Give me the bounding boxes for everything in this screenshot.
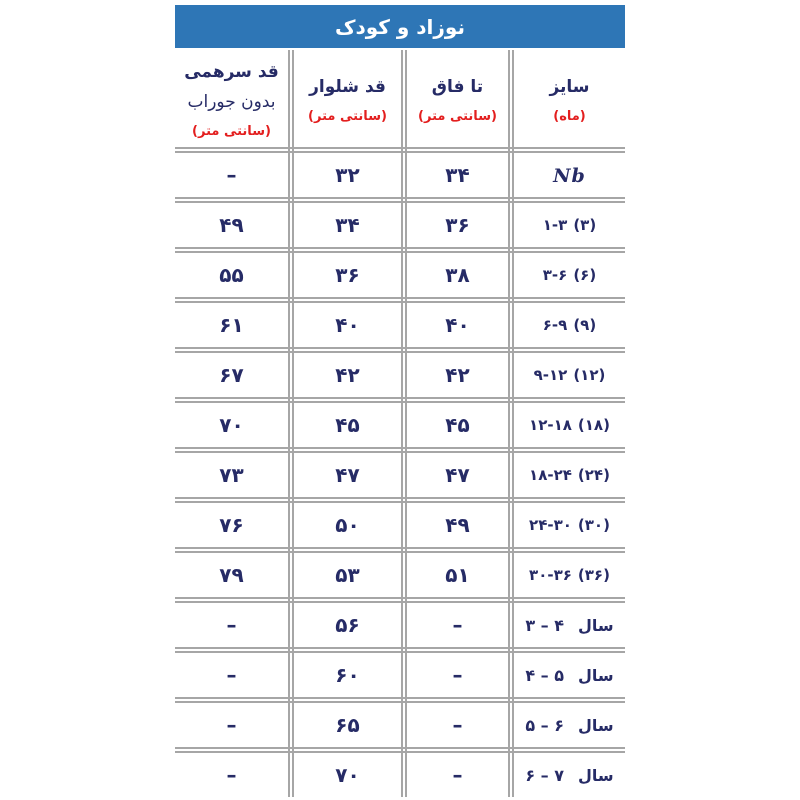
cell-jumpsuit (175, 750, 291, 797)
cell-jumpsuit (175, 700, 291, 750)
size-range: ۶ – ۷ (525, 765, 565, 785)
size-range: ۵ – ۶ (525, 715, 565, 735)
cell-jumpsuit (175, 350, 291, 400)
cell-crotch (404, 450, 511, 500)
cell-value: ۳۴ (335, 213, 360, 237)
size-paren: (۳) (573, 216, 597, 234)
cell-value: ۳۴ (445, 163, 470, 187)
size-range: ۳-۶ (542, 266, 568, 284)
size-paren: (۱۸) (577, 416, 610, 434)
size-range: ۶-۹ (542, 316, 568, 334)
cell-size (511, 450, 625, 500)
table-row-3 (175, 300, 625, 350)
cell-value: ۷۶ (219, 513, 244, 537)
size-range: ۳۰-۳۶ (529, 566, 572, 584)
cell-value: ۶۰ (335, 663, 360, 687)
cell-pants (291, 450, 404, 500)
cell-value: ۳۸ (445, 263, 470, 287)
table-title: نوزاد و کودک (335, 14, 465, 39)
column-header-pants (291, 50, 404, 150)
cell-value: ۳۶ (335, 263, 360, 287)
table-row-8 (175, 550, 625, 600)
cell-value: – (452, 663, 463, 687)
size-range: ۱۸-۲۴ (529, 466, 572, 484)
size-unit-word: سال (578, 715, 614, 735)
column-header-size (511, 50, 625, 150)
size-label (514, 566, 625, 584)
cell-pants (291, 350, 404, 400)
cell-crotch (404, 750, 511, 797)
column-title-jumpsuit: قد سرهمی (184, 61, 279, 82)
column-unit-size: (ماه) (553, 109, 586, 125)
cell-jumpsuit (175, 550, 291, 600)
size-range: ۲۴-۳۰ (529, 516, 572, 534)
size-label (514, 766, 625, 785)
cell-value: ۳۲ (335, 163, 360, 187)
table-row-12 (175, 750, 625, 797)
cell-jumpsuit (175, 600, 291, 650)
table-row-2 (175, 250, 625, 300)
table-row-4 (175, 350, 625, 400)
cell-crotch (404, 200, 511, 250)
size-range: ۴ – ۵ (525, 665, 565, 685)
table-row-0 (175, 150, 625, 200)
cell-value: – (226, 663, 237, 687)
cell-value: ۷۹ (219, 563, 244, 587)
cell-value: ۶۵ (335, 713, 360, 737)
cell-crotch (404, 350, 511, 400)
cell-value: ۴۰ (335, 313, 360, 337)
cell-value: ۷۰ (335, 763, 360, 787)
size-label (514, 216, 625, 234)
cell-size (511, 600, 625, 650)
cell-value: ۴۰ (445, 313, 470, 337)
cell-value: – (226, 763, 237, 787)
cell-crotch (404, 550, 511, 600)
cell-pants (291, 600, 404, 650)
size-chart-sheet (175, 5, 625, 797)
cell-size (511, 150, 625, 200)
cell-jumpsuit (175, 650, 291, 700)
size-range: ۳ – ۴ (525, 615, 565, 635)
size-label (514, 366, 625, 384)
size-unit-word: سال (578, 615, 614, 635)
size-label (514, 416, 625, 434)
column-title-crotch: تا فاق (431, 76, 484, 97)
header-row (175, 50, 625, 150)
size-label (514, 716, 625, 735)
cell-jumpsuit (175, 450, 291, 500)
table-row-7 (175, 500, 625, 550)
table-row-10 (175, 650, 625, 700)
cell-value: ۴۷ (335, 463, 360, 487)
column-title-pants: قد شلوار (309, 76, 386, 97)
size-label (514, 266, 625, 284)
cell-crotch (404, 150, 511, 200)
cell-value: ۴۲ (335, 363, 360, 387)
table-row-1 (175, 200, 625, 250)
size-paren: (۶) (573, 266, 597, 284)
cell-value: ۴۹ (219, 213, 244, 237)
cell-pants (291, 650, 404, 700)
cell-pants (291, 400, 404, 450)
cell-jumpsuit (175, 150, 291, 200)
cell-size (511, 650, 625, 700)
cell-jumpsuit (175, 500, 291, 550)
cell-value: – (452, 713, 463, 737)
cell-size (511, 250, 625, 300)
cell-jumpsuit (175, 400, 291, 450)
column-title-jumpsuit: بدون جوراب (187, 91, 276, 112)
cell-value: ۴۵ (335, 413, 360, 437)
cell-value: ۶۷ (219, 363, 244, 387)
column-header-crotch (404, 50, 511, 150)
size-paren: (۱۲) (573, 366, 606, 384)
cell-value: – (226, 613, 237, 637)
cell-value: – (452, 613, 463, 637)
column-unit-jumpsuit: (سانتی متر) (192, 124, 271, 140)
cell-value: ۵۱ (445, 563, 470, 587)
cell-value: ۴۷ (445, 463, 470, 487)
size-paren: (۳۶) (577, 566, 610, 584)
cell-crotch (404, 300, 511, 350)
cell-crotch (404, 250, 511, 300)
size-range: ۹-۱۲ (533, 366, 568, 384)
cell-value: – (226, 713, 237, 737)
size-range: ۱-۳ (542, 216, 568, 234)
table-row-9 (175, 600, 625, 650)
column-title-size: سایز (549, 76, 590, 97)
size-unit-word: سال (578, 765, 614, 785)
cell-crotch (404, 650, 511, 700)
cell-pants (291, 150, 404, 200)
cell-size (511, 300, 625, 350)
size-range: ۱۲-۱۸ (529, 416, 572, 434)
size-label (514, 466, 625, 484)
table-row-6 (175, 450, 625, 500)
cell-crotch (404, 400, 511, 450)
cell-pants (291, 500, 404, 550)
cell-value: ۴۵ (445, 413, 470, 437)
table-row-5 (175, 400, 625, 450)
size-label (514, 316, 625, 334)
cell-value: ۵۳ (335, 563, 360, 587)
size-label (514, 666, 625, 685)
cell-size (511, 500, 625, 550)
cell-value: ۵۵ (219, 263, 244, 287)
cell-pants (291, 250, 404, 300)
cell-value: ۴۲ (445, 363, 470, 387)
cell-pants (291, 550, 404, 600)
cell-value: ۵۰ (335, 513, 360, 537)
size-label-newborn: Nb (553, 165, 586, 187)
size-paren: (۲۴) (577, 466, 610, 484)
cell-pants (291, 300, 404, 350)
cell-value: – (452, 763, 463, 787)
cell-value: ۷۰ (219, 413, 244, 437)
cell-size (511, 400, 625, 450)
size-label (514, 616, 625, 635)
cell-value: – (226, 163, 237, 187)
cell-pants (291, 750, 404, 797)
cell-crotch (404, 500, 511, 550)
cell-value: ۳۶ (445, 213, 470, 237)
cell-size (511, 700, 625, 750)
cell-value: ۷۳ (219, 463, 244, 487)
cell-value: ۵۶ (335, 613, 360, 637)
table-title-band (175, 5, 625, 48)
size-paren: (۹) (573, 316, 597, 334)
cell-size (511, 550, 625, 600)
cell-value: ۴۹ (445, 513, 470, 537)
column-unit-crotch: (سانتی متر) (418, 109, 497, 125)
size-chart-table (175, 50, 625, 797)
cell-size (511, 200, 625, 250)
size-unit-word: سال (578, 665, 614, 685)
column-header-jumpsuit (175, 50, 291, 150)
cell-jumpsuit (175, 250, 291, 300)
cell-jumpsuit (175, 300, 291, 350)
cell-value: ۶۱ (219, 313, 244, 337)
cell-size (511, 750, 625, 797)
cell-crotch (404, 600, 511, 650)
cell-size (511, 350, 625, 400)
cell-pants (291, 700, 404, 750)
table-row-11 (175, 700, 625, 750)
cell-crotch (404, 700, 511, 750)
size-label (514, 516, 625, 534)
column-unit-pants: (سانتی متر) (308, 109, 387, 125)
cell-pants (291, 200, 404, 250)
cell-jumpsuit (175, 200, 291, 250)
size-paren: (۳۰) (577, 516, 610, 534)
